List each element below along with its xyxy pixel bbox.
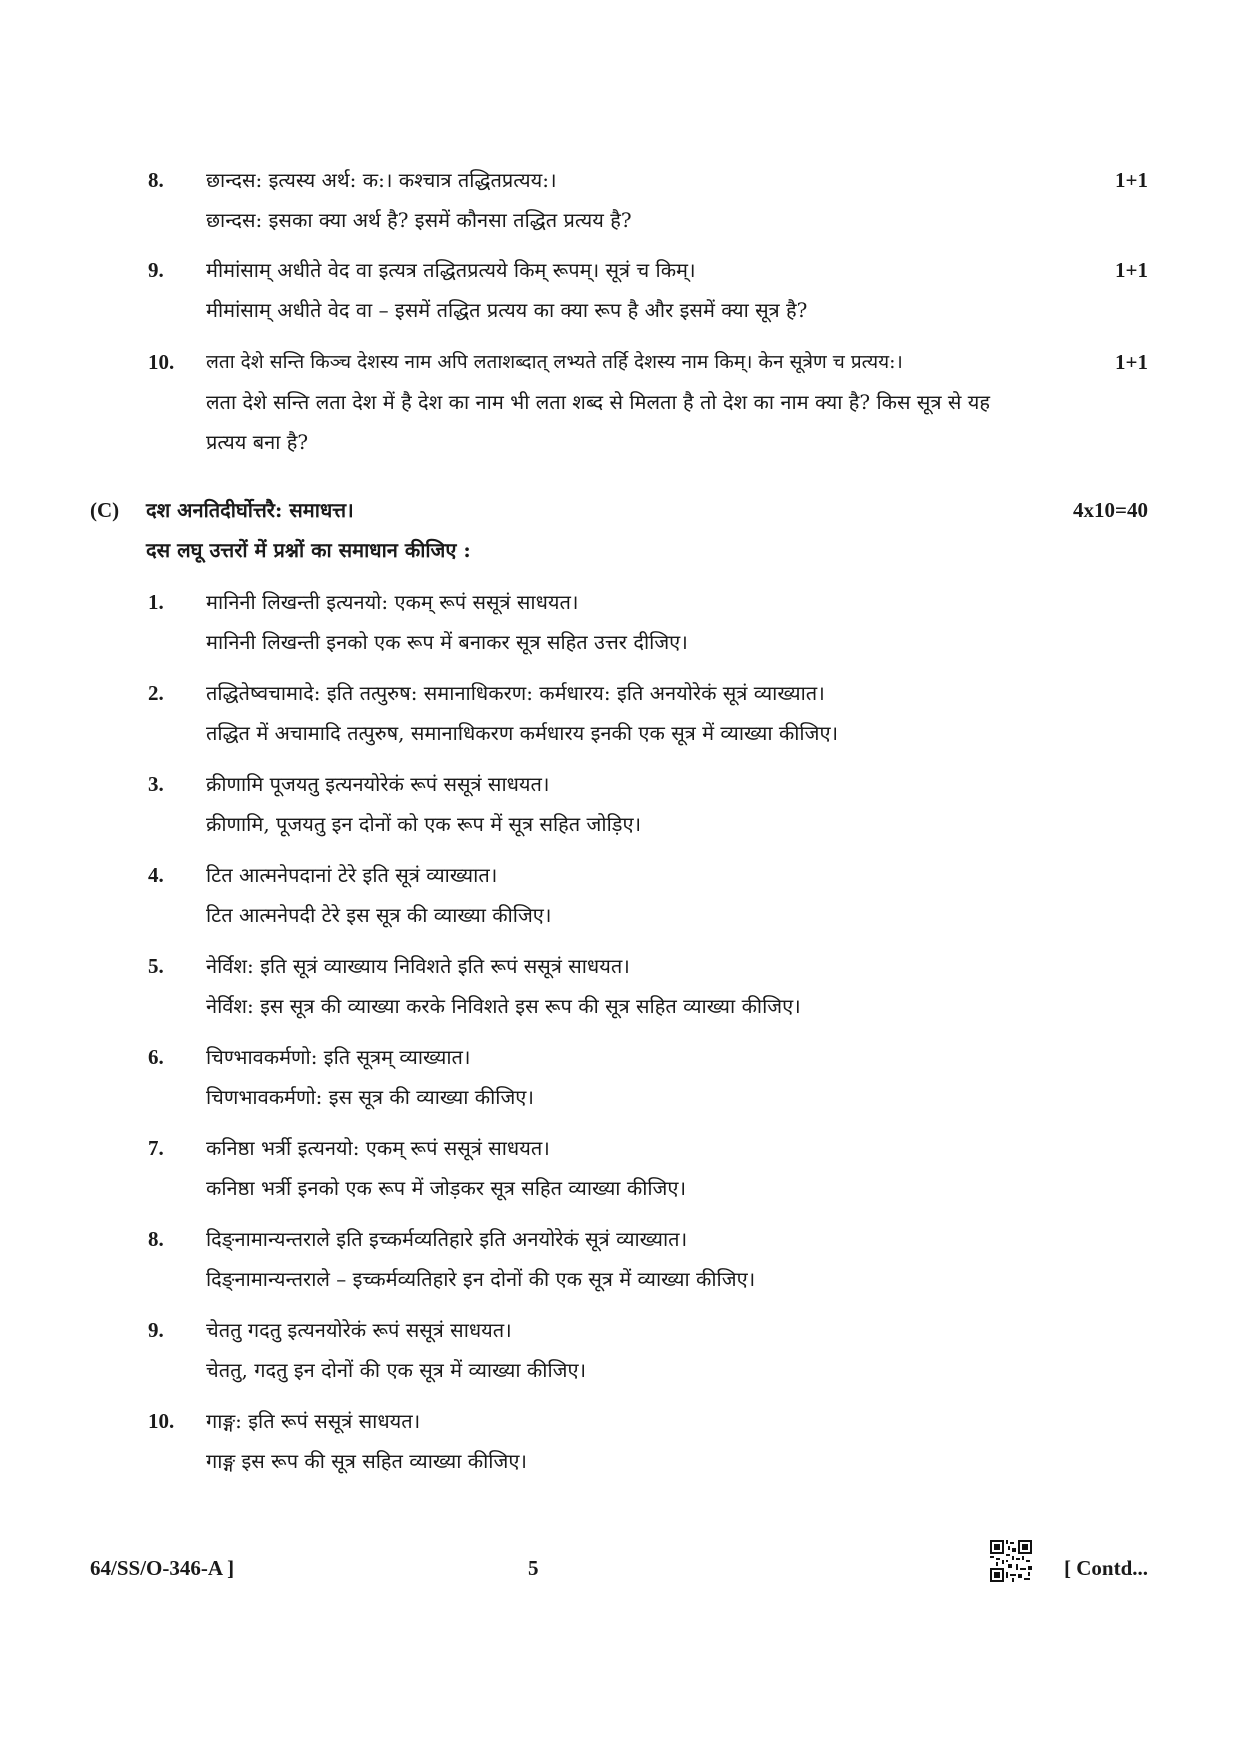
section-marks: 4x10=40: [1073, 498, 1148, 522]
question-sanskrit: कनिष्ठा भर्त्री इत्यनयो: एकम् रूपं ससूत्रं साधयत।: [206, 1136, 550, 1160]
question-item: [148, 764, 1148, 844]
question-number: 9.: [148, 1318, 164, 1342]
question-hindi: चेततु, गदतु इन दोनों की एक सूत्र में व्याख्या कीजिए।: [206, 1358, 587, 1382]
question-number: 5.: [148, 954, 164, 978]
question-item: [148, 1310, 1148, 1390]
question-number: 2.: [148, 681, 164, 705]
question-number: 7.: [148, 1136, 164, 1160]
question-item: [148, 342, 1148, 462]
question-sanskrit: टित आत्मनेपदानां टेरे इति सूत्रं व्याख्यात।: [206, 863, 498, 887]
continued-label: [ Contd...: [1063, 1556, 1148, 1580]
question-item: [148, 250, 1148, 330]
question-hindi: छान्दस: इसका क्या अर्थ है? इसमें कौनसा तद्धित प्रत्यय है?: [206, 208, 632, 232]
question-item: [148, 1128, 1148, 1208]
question-hindi: मीमांसाम् अधीते वेद वा – इसमें तद्धित प्रत्यय का क्या रूप है और इसमें क्या सूत्र है?: [206, 298, 808, 322]
question-hindi: गाङ्ग इस रूप की सूत्र सहित व्याख्या कीजिए।: [206, 1449, 527, 1473]
question-item: [148, 160, 1148, 240]
question-sanskrit: दिङ्नामान्यन्तराले इति इच्कर्मव्यतिहारे इति अनयोरेकं सूत्रं व्याख्यात।: [206, 1227, 688, 1251]
question-sanskrit: चेततु गदतु इत्यनयोरेकं रूपं ससूत्रं साधयत।: [206, 1318, 512, 1342]
question-hindi: टित आत्मनेपदी टेरे इस सूत्र की व्याख्या कीजिए।: [206, 903, 552, 927]
question-marks: 1+1: [1115, 350, 1148, 374]
question-number: 1.: [148, 590, 164, 614]
question-hindi: तद्धित में अचामादि तत्पुरुष, समानाधिकरण कर्मधारय इनकी एक सूत्र में व्याख्या कीजिए।: [206, 721, 839, 745]
question-item: [148, 855, 1148, 935]
question-sanskrit: चिण्भावकर्मणो: इति सूत्रम् व्याख्यात।: [206, 1045, 471, 1069]
question-item: [148, 946, 1148, 1026]
question-number: 10.: [148, 350, 175, 374]
question-sanskrit: छान्दस: इत्यस्य अर्थ: क:। कश्चात्र तद्धितप्रत्यय:।: [206, 168, 557, 192]
section-heading-hindi: दस लघू उत्तरों में प्रश्नों का समाधान कीजिए :: [146, 538, 471, 562]
question-hindi: चिणभावकर्मणो: इस सूत्र की व्याख्या कीजिए।: [206, 1085, 534, 1109]
section-c-header: [90, 490, 1148, 570]
question-hindi: कनिष्ठा भर्त्री इनको एक रूप में जोड़कर सूत्र सहित व्याख्या कीजिए।: [206, 1176, 687, 1200]
question-number: 6.: [148, 1045, 164, 1069]
question-number: 8.: [148, 168, 164, 192]
paper-code: 64/SS/O-346-A ]: [90, 1556, 235, 1580]
page-number: 5: [528, 1556, 539, 1580]
question-hindi: दिङ्नामान्यन्तराले – इच्कर्मव्यतिहारे इन दोनों की एक सूत्र में व्याख्या कीजिए।: [206, 1267, 756, 1291]
question-sanskrit: मानिनी लिखन्ती इत्यनयो: एकम् रूपं ससूत्रं साधयत।: [206, 590, 579, 614]
question-number: 9.: [148, 258, 164, 282]
question-item: [148, 1401, 1148, 1481]
question-hindi: मानिनी लिखन्ती इनको एक रूप में बनाकर सूत्र सहित उत्तर दीजिए।: [206, 630, 688, 654]
question-item: [148, 1219, 1148, 1299]
question-marks: 1+1: [1115, 258, 1148, 282]
question-number: 8.: [148, 1227, 164, 1251]
question-hindi: लता देशे सन्ति लता देश में है देश का नाम भी लता शब्द से मिलता है तो देश का नाम क्या है? किस सूत्र से यह प्रत्यय बना है?: [206, 390, 990, 454]
question-item: [148, 673, 1148, 753]
question-item: [148, 1037, 1148, 1117]
question-sanskrit: मीमांसाम् अधीते वेद वा इत्यत्र तद्धितप्रत्यये किम् रूपम्। सूत्रं च किम्।: [206, 258, 696, 282]
question-sanskrit: लता देशे सन्ति किञ्च देशस्य नाम अपि लताशब्दात् लभ्यते तर्हि देशस्य नाम किम्। केन सूत्रेण च प्रत्यय:।: [206, 351, 903, 373]
question-item: [148, 582, 1148, 662]
question-number: 4.: [148, 863, 164, 887]
question-sanskrit: गाङ्ग: इति रूपं ससूत्रं साधयत।: [206, 1409, 421, 1433]
section-heading-sanskrit: दश अनतिदीर्घोत्तरै: समाधत्त।: [146, 498, 354, 522]
question-number: 3.: [148, 772, 164, 796]
question-number: 10.: [148, 1409, 175, 1433]
qr-code-icon: [990, 1538, 1032, 1584]
question-hindi: नेर्विश: इस सूत्र की व्याख्या करके निविशते इस रूप की सूत्र सहित व्याख्या कीजिए।: [206, 994, 801, 1018]
question-sanskrit: क्रीणामि पूजयतु इत्यनयोरेकं रूपं ससूत्रं साधयत।: [206, 772, 550, 796]
question-hindi: क्रीणामि, पूजयतु इन दोनों को एक रूप में सूत्र सहित जोड़िए।: [206, 812, 642, 836]
question-marks: 1+1: [1115, 168, 1148, 192]
section-letter: (C): [90, 498, 120, 522]
page-footer: [90, 1538, 1148, 1598]
question-sanskrit: नेर्विश: इति सूत्रं व्याख्याय निविशते इति रूपं ससूत्रं साधयत।: [206, 954, 630, 978]
question-sanskrit: तद्धितेष्वचामादे: इति तत्पुरुष: समानाधिकरण: कर्मधारय: इति अनयोरेकं सूत्रं व्याख्यात।: [206, 681, 825, 705]
